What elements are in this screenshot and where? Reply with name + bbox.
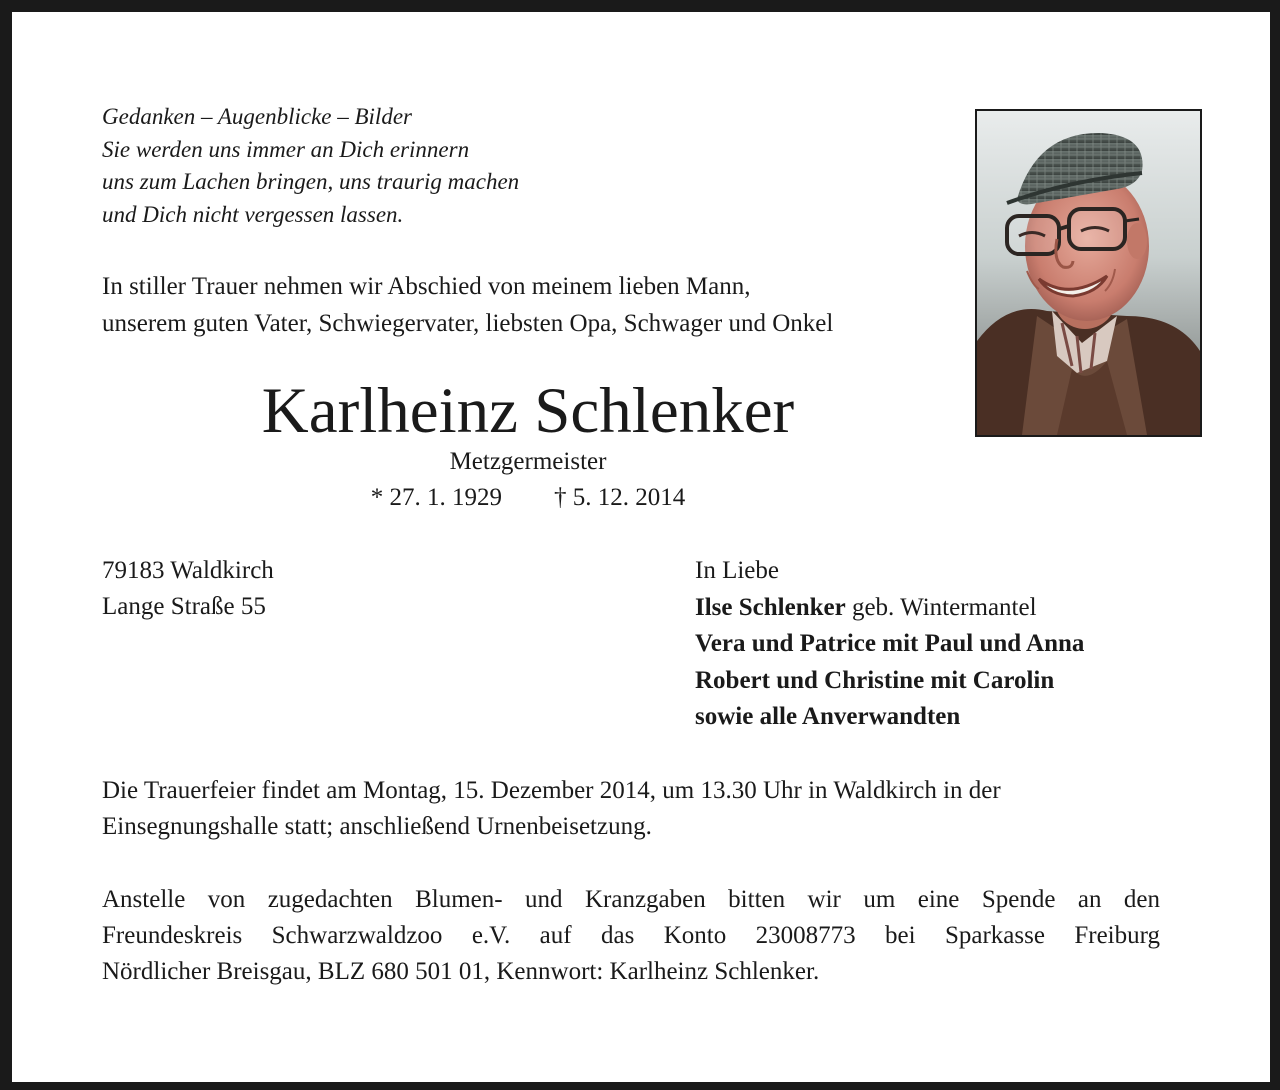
- mourner-line: [695, 626, 1084, 663]
- funeral-ceremony-text: Die Trauerfeier findet am Montag, 15. Dezember 2014, um 13.30 Uhr in Waldkirch in der Einsegnungshalle statt; anschließend Urnenbeisetzung.: [102, 777, 1001, 840]
- mourner-names: Vera und Patrice mit Paul und Anna: [695, 630, 1085, 657]
- mourner-names: sowie alle Anverwandten: [695, 703, 961, 730]
- spouse-maiden-name: geb. Wintermantel: [845, 593, 1037, 621]
- poem-line: Sie werden uns immer an Dich erinnern: [102, 136, 470, 162]
- mourners-opening: In Liebe: [695, 557, 779, 584]
- donation-line: Nördlicher Breisgau, BLZ 680 501 01, Kennwort: Karlheinz Schlenker.: [102, 958, 820, 985]
- donation-line: Anstelle von zugedachten Blumen- und Kranzgaben bitten wir um eine Spende an den: [102, 886, 1160, 913]
- life-dates: [0, 481, 1056, 515]
- birth-date: * 27. 1. 1929: [370, 484, 502, 511]
- spouse-line: [695, 590, 1084, 627]
- mourner-line: [695, 699, 1084, 736]
- portrait-photo: [975, 109, 1202, 437]
- portrait-illustration: [977, 111, 1200, 435]
- address-city: 79183 Waldkirch: [102, 557, 274, 584]
- donation-request: [102, 882, 1160, 990]
- donation-line: Freundeskreis Schwarzwaldzoo e.V. auf das Konto 23008773 bei Sparkasse Freiburg: [102, 922, 1160, 949]
- memorial-poem: [102, 101, 519, 231]
- family-address: [102, 553, 274, 625]
- poem-line: Gedanken – Augenblicke – Bilder: [102, 104, 412, 129]
- spouse-name: Ilse Schlenker: [695, 593, 846, 621]
- poem-line: und Dich nicht vergessen lassen.: [102, 201, 404, 227]
- poem-line: uns zum Lachen bringen, uns traurig machen: [102, 169, 520, 194]
- mourning-intro: [102, 268, 833, 342]
- deceased-name: Karlheinz Schlenker: [261, 375, 795, 447]
- mourner-line: [695, 663, 1084, 700]
- address-street: Lange Straße 55: [102, 593, 266, 620]
- intro-line: unserem guten Vater, Schwiegervater, liebsten Opa, Schwager und Onkel: [102, 310, 834, 337]
- intro-line: In stiller Trauer nehmen wir Abschied von meinem lieben Mann,: [102, 273, 751, 300]
- mourner-names: Robert und Christine mit Carolin: [695, 666, 1055, 694]
- deceased-profession: Metzgermeister: [449, 448, 607, 475]
- death-date: † 5. 12. 2014: [554, 484, 686, 511]
- mourners-list: [695, 553, 1084, 736]
